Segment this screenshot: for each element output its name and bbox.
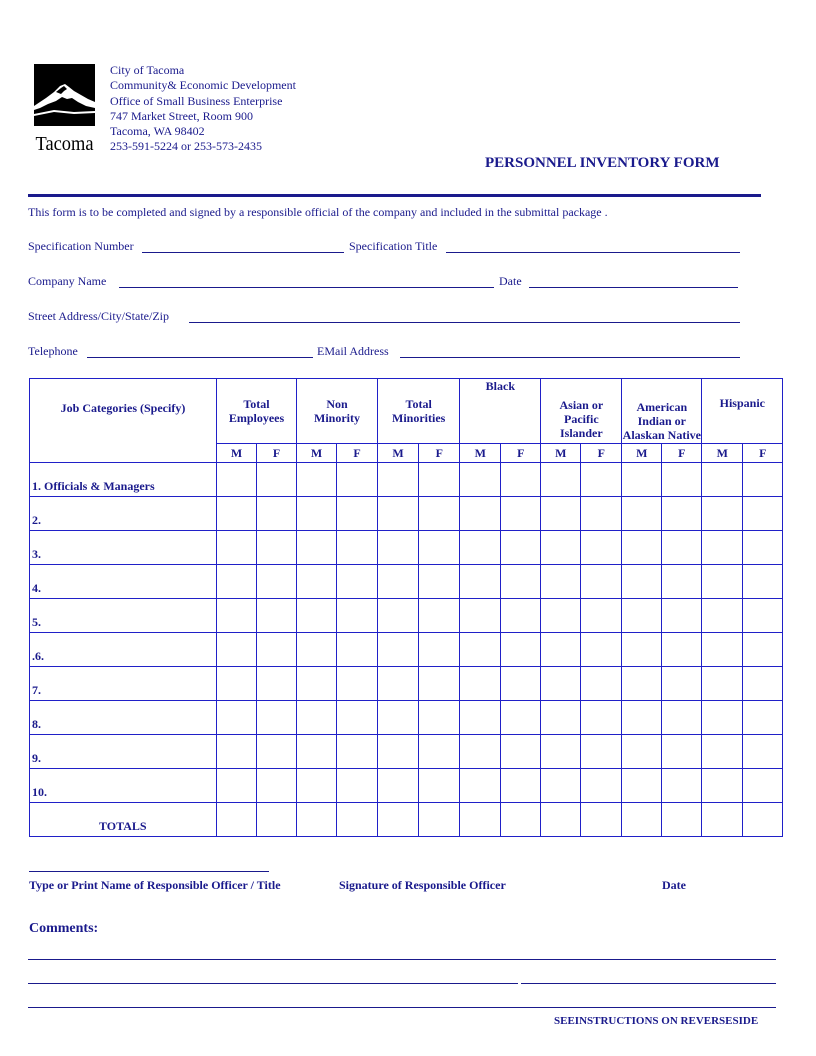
row-label: 9.	[30, 735, 217, 769]
entry-cell[interactable]	[337, 701, 378, 735]
spec-number-label: Specification Number	[28, 239, 134, 253]
entry-cell[interactable]	[419, 565, 460, 599]
entry-cell[interactable]	[297, 769, 337, 803]
entry-cell[interactable]	[419, 769, 460, 803]
entry-cell[interactable]	[337, 463, 378, 497]
entry-cell[interactable]	[257, 701, 297, 735]
m-header: M	[702, 444, 743, 463]
entry-cell[interactable]	[581, 599, 622, 633]
entry-cell[interactable]	[501, 803, 541, 837]
entry-cell[interactable]	[541, 565, 581, 599]
entry-cell[interactable]	[581, 531, 622, 565]
entry-cell[interactable]	[257, 735, 297, 769]
entry-cell[interactable]	[337, 599, 378, 633]
company-name-field[interactable]	[119, 287, 494, 288]
entry-cell[interactable]	[460, 667, 501, 701]
entry-cell[interactable]	[378, 803, 419, 837]
column-header: Black	[460, 379, 541, 444]
entry-cell[interactable]	[702, 599, 743, 633]
entry-cell[interactable]	[378, 497, 419, 531]
entry-cell[interactable]	[702, 735, 743, 769]
entry-cell[interactable]	[581, 565, 622, 599]
entry-cell[interactable]	[622, 803, 662, 837]
table-row	[30, 667, 783, 701]
entry-cell[interactable]	[662, 701, 702, 735]
entry-cell[interactable]	[501, 667, 541, 701]
entry-cell[interactable]	[257, 769, 297, 803]
entry-cell[interactable]	[460, 769, 501, 803]
entry-cell[interactable]	[297, 803, 337, 837]
entry-cell[interactable]	[460, 497, 501, 531]
inventory-table	[29, 378, 783, 837]
f-header: F	[501, 444, 541, 463]
entry-cell[interactable]	[743, 667, 783, 701]
entry-cell[interactable]	[662, 497, 702, 531]
spec-title-label: Specification Title	[349, 239, 438, 253]
address-line: 253-591-5224 or 253-573-2435	[110, 139, 262, 154]
signature-name-line[interactable]	[29, 871, 269, 872]
entry-cell[interactable]	[581, 497, 622, 531]
entry-cell[interactable]	[541, 531, 581, 565]
m-header: M	[378, 444, 419, 463]
entry-cell[interactable]	[743, 463, 783, 497]
column-header: Asian or Pacific Islander	[541, 379, 622, 444]
entry-cell[interactable]	[217, 769, 257, 803]
m-header: M	[217, 444, 257, 463]
email-field[interactable]	[400, 357, 740, 358]
entry-cell[interactable]	[378, 599, 419, 633]
entry-cell[interactable]	[662, 735, 702, 769]
date-field[interactable]	[529, 287, 738, 288]
entry-cell[interactable]	[581, 701, 622, 735]
entry-cell[interactable]	[460, 701, 501, 735]
column-header: Hispanic	[702, 379, 783, 444]
entry-cell[interactable]	[662, 531, 702, 565]
entry-cell[interactable]	[297, 463, 337, 497]
entry-cell[interactable]	[702, 667, 743, 701]
entry-cell[interactable]	[217, 463, 257, 497]
address-line: Office of Small Business Enterprise	[110, 93, 283, 108]
entry-cell[interactable]	[702, 633, 743, 667]
entry-cell[interactable]	[337, 769, 378, 803]
entry-cell[interactable]	[622, 701, 662, 735]
entry-cell[interactable]	[337, 803, 378, 837]
entry-cell[interactable]	[217, 735, 257, 769]
entry-cell[interactable]	[257, 565, 297, 599]
entry-cell[interactable]	[419, 667, 460, 701]
entry-cell[interactable]	[541, 803, 581, 837]
f-header: F	[337, 444, 378, 463]
table-row	[30, 701, 783, 735]
entry-cell[interactable]	[622, 497, 662, 531]
entry-cell[interactable]	[541, 463, 581, 497]
entry-cell[interactable]	[662, 769, 702, 803]
entry-cell[interactable]	[541, 769, 581, 803]
f-header: F	[662, 444, 702, 463]
row-label: .6.	[30, 633, 217, 667]
entry-cell[interactable]	[337, 667, 378, 701]
entry-cell[interactable]	[541, 497, 581, 531]
f-header: F	[257, 444, 297, 463]
entry-cell[interactable]	[217, 565, 257, 599]
telephone-field[interactable]	[87, 357, 313, 358]
intro-text: This form is to be completed and signed by a responsible official of the company and included in the submittal package .	[28, 205, 608, 219]
entry-cell[interactable]	[419, 599, 460, 633]
signature-label: Signature of Responsible Officer	[339, 878, 506, 892]
entry-cell[interactable]	[419, 531, 460, 565]
entry-cell[interactable]	[581, 633, 622, 667]
svg-text:Tacoma: Tacoma	[35, 133, 94, 155]
entry-cell[interactable]	[378, 701, 419, 735]
job-categories-header: Job Categories (Specify)	[30, 379, 217, 463]
telephone-label: Telephone	[28, 344, 78, 358]
entry-cell[interactable]	[743, 599, 783, 633]
entry-cell[interactable]	[743, 531, 783, 565]
entry-cell[interactable]	[378, 735, 419, 769]
m-header: M	[622, 444, 662, 463]
comments-label: Comments:	[29, 921, 99, 936]
entry-cell[interactable]	[622, 531, 662, 565]
row-label: 3.	[30, 531, 217, 565]
entry-cell[interactable]	[622, 463, 662, 497]
entry-cell[interactable]	[581, 803, 622, 837]
entry-cell[interactable]	[419, 701, 460, 735]
entry-cell[interactable]	[662, 599, 702, 633]
entry-cell[interactable]	[581, 667, 622, 701]
company-name-label: Company Name	[28, 274, 107, 288]
address-line: Community& Economic Development	[110, 78, 296, 93]
date-label: Date	[499, 274, 522, 288]
entry-cell[interactable]	[460, 565, 501, 599]
entry-cell[interactable]	[622, 565, 662, 599]
entry-cell[interactable]	[501, 463, 541, 497]
entry-cell[interactable]	[460, 633, 501, 667]
entry-cell[interactable]	[541, 633, 581, 667]
column-header: Total Employees	[217, 379, 297, 444]
table-row	[30, 633, 783, 667]
entry-cell[interactable]	[662, 803, 702, 837]
entry-cell[interactable]	[378, 531, 419, 565]
officer-name-label: Type or Print Name of Responsible Officer / Title	[29, 878, 281, 892]
entry-cell[interactable]	[622, 633, 662, 667]
row-label: 10.	[30, 769, 217, 803]
entry-cell[interactable]	[217, 701, 257, 735]
entry-cell[interactable]	[460, 531, 501, 565]
entry-cell[interactable]	[743, 769, 783, 803]
address-line: Tacoma, WA 98402	[110, 124, 205, 139]
entry-cell[interactable]	[702, 531, 743, 565]
street-label: Street Address/City/State/Zip	[28, 309, 169, 323]
entry-cell[interactable]	[337, 497, 378, 531]
address-line: City of Tacoma	[110, 63, 185, 77]
form-title: PERSONNEL INVENTORY FORM	[485, 155, 720, 171]
entry-cell[interactable]	[257, 599, 297, 633]
f-header: F	[581, 444, 622, 463]
entry-cell[interactable]	[501, 735, 541, 769]
entry-cell[interactable]	[337, 633, 378, 667]
row-label: 1. Officials & Managers	[30, 463, 217, 497]
m-header: M	[541, 444, 581, 463]
entry-cell[interactable]	[257, 497, 297, 531]
table-row	[30, 531, 783, 565]
entry-cell[interactable]	[378, 565, 419, 599]
entry-cell[interactable]	[217, 497, 257, 531]
entry-cell[interactable]	[743, 565, 783, 599]
table-row	[30, 565, 783, 599]
entry-cell[interactable]	[378, 463, 419, 497]
entry-cell[interactable]	[419, 803, 460, 837]
table-row	[30, 497, 783, 531]
address-line: 747 Market Street, Room 900	[110, 108, 253, 123]
entry-cell[interactable]	[622, 599, 662, 633]
entry-cell[interactable]	[217, 633, 257, 667]
entry-cell[interactable]	[297, 701, 337, 735]
entry-cell[interactable]	[257, 633, 297, 667]
entry-cell[interactable]	[702, 803, 743, 837]
entry-cell[interactable]	[378, 667, 419, 701]
entry-cell[interactable]	[460, 463, 501, 497]
row-label: 8.	[30, 701, 217, 735]
entry-cell[interactable]	[460, 599, 501, 633]
f-header: F	[743, 444, 783, 463]
entry-cell[interactable]	[501, 769, 541, 803]
entry-cell[interactable]	[217, 531, 257, 565]
table-row	[30, 769, 783, 803]
entry-cell[interactable]	[581, 463, 622, 497]
entry-cell[interactable]	[217, 803, 257, 837]
entry-cell[interactable]	[297, 531, 337, 565]
m-header: M	[460, 444, 501, 463]
entry-cell[interactable]	[460, 803, 501, 837]
table-row	[30, 735, 783, 769]
entry-cell[interactable]	[419, 633, 460, 667]
entry-cell[interactable]	[257, 803, 297, 837]
entry-cell[interactable]	[541, 735, 581, 769]
entry-cell[interactable]	[743, 497, 783, 531]
signature-date-label: Date	[662, 878, 686, 892]
row-label: 4.	[30, 565, 217, 599]
entry-cell[interactable]	[662, 667, 702, 701]
f-header: F	[419, 444, 460, 463]
entry-cell[interactable]	[297, 735, 337, 769]
entry-cell[interactable]	[622, 769, 662, 803]
entry-cell[interactable]	[501, 565, 541, 599]
entry-cell[interactable]	[541, 701, 581, 735]
column-header: Total Minorities	[378, 379, 460, 444]
street-field[interactable]	[189, 322, 740, 323]
entry-cell[interactable]	[419, 497, 460, 531]
entry-cell[interactable]	[702, 565, 743, 599]
entry-cell[interactable]	[541, 599, 581, 633]
mountain-logo-icon	[34, 64, 95, 156]
entry-cell[interactable]	[297, 497, 337, 531]
entry-cell[interactable]	[419, 735, 460, 769]
entry-cell[interactable]	[297, 633, 337, 667]
entry-cell[interactable]	[378, 633, 419, 667]
instructions-note: SEEINSTRUCTIONS ON REVERSESIDE	[554, 1015, 759, 1027]
entry-cell[interactable]	[501, 497, 541, 531]
entry-cell[interactable]	[581, 735, 622, 769]
entry-cell[interactable]	[297, 667, 337, 701]
email-label: EMail Address	[317, 344, 389, 358]
comment-line[interactable]	[28, 983, 518, 984]
row-label: 2.	[30, 497, 217, 531]
spec-number-field[interactable]	[142, 252, 344, 253]
entry-cell[interactable]	[581, 769, 622, 803]
entry-cell[interactable]	[702, 769, 743, 803]
entry-cell[interactable]	[743, 735, 783, 769]
entry-cell[interactable]	[541, 667, 581, 701]
entry-cell[interactable]	[743, 701, 783, 735]
entry-cell[interactable]	[460, 735, 501, 769]
address-block	[110, 63, 296, 155]
entry-cell[interactable]	[622, 667, 662, 701]
table-row	[30, 463, 783, 497]
entry-cell[interactable]	[501, 633, 541, 667]
m-header: M	[297, 444, 337, 463]
table-row	[30, 803, 783, 837]
entry-cell[interactable]	[378, 769, 419, 803]
spec-title-field[interactable]	[446, 252, 740, 253]
entry-cell[interactable]	[217, 667, 257, 701]
entry-cell[interactable]	[297, 599, 337, 633]
entry-cell[interactable]	[501, 531, 541, 565]
comment-line[interactable]	[521, 983, 776, 984]
entry-cell[interactable]	[297, 565, 337, 599]
entry-cell[interactable]	[257, 667, 297, 701]
header-rule	[28, 194, 761, 197]
entry-cell[interactable]	[337, 565, 378, 599]
entry-cell[interactable]	[419, 463, 460, 497]
tacoma-logo	[34, 64, 95, 156]
entry-cell[interactable]	[662, 633, 702, 667]
entry-cell[interactable]	[743, 803, 783, 837]
entry-cell[interactable]	[662, 463, 702, 497]
entry-cell[interactable]	[622, 735, 662, 769]
entry-cell[interactable]	[257, 531, 297, 565]
entry-cell[interactable]	[257, 463, 297, 497]
entry-cell[interactable]	[702, 463, 743, 497]
entry-cell[interactable]	[337, 735, 378, 769]
entry-cell[interactable]	[702, 701, 743, 735]
entry-cell[interactable]	[743, 633, 783, 667]
entry-cell[interactable]	[662, 565, 702, 599]
entry-cell[interactable]	[702, 497, 743, 531]
entry-cell[interactable]	[501, 599, 541, 633]
column-header: Non Minority	[297, 379, 378, 444]
row-label: 7.	[30, 667, 217, 701]
row-label: 5.	[30, 599, 217, 633]
comment-line[interactable]	[28, 1007, 776, 1008]
comment-line[interactable]	[28, 959, 776, 960]
entry-cell[interactable]	[501, 701, 541, 735]
entry-cell[interactable]	[217, 599, 257, 633]
entry-cell[interactable]	[337, 531, 378, 565]
column-header: American Indian or Alaskan Native	[622, 379, 702, 444]
row-label: TOTALS	[30, 803, 217, 837]
table-header-row	[30, 379, 783, 444]
table-row	[30, 599, 783, 633]
